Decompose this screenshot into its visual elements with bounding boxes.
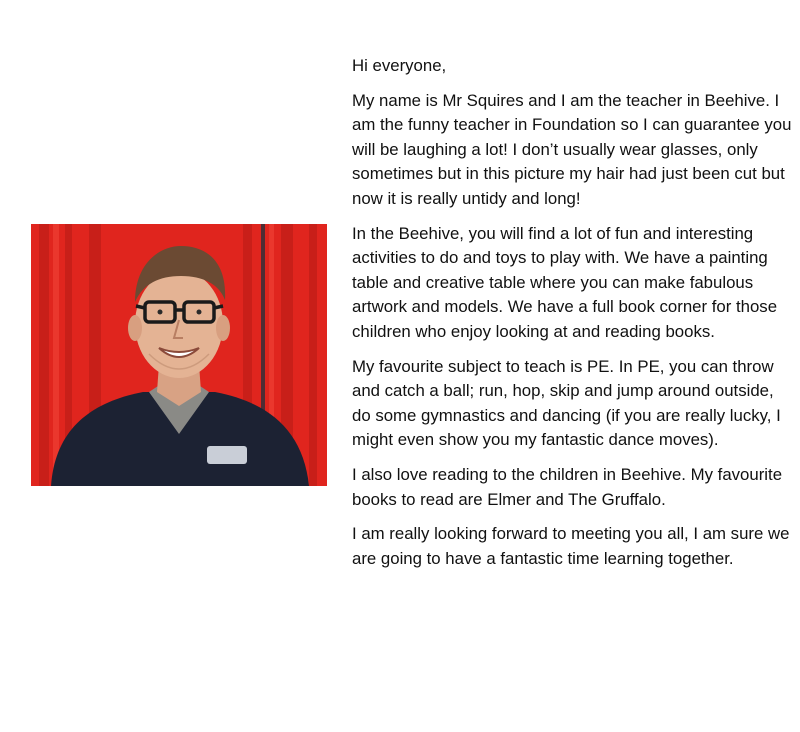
face: [135, 270, 223, 378]
teacher-portrait-illustration: [31, 224, 327, 486]
letter-paragraph-closing: I am really looking forward to meeting you all, I am sure we are going to have a fantastic time learning together.: [352, 524, 790, 568]
letter-greeting: Hi everyone,: [352, 56, 447, 75]
letter-paragraph-favourite-subject: My favourite subject to teach is PE. In PE, you can throw and catch a ball; run, hop, skip and jump around outside, do some gymnastics and dancing (if you are really lucky, I might even show you my fantastic dance moves).: [352, 356, 781, 450]
letter-paragraph-favourite-books: I also love reading to the children in Beehive. My favourite books to read are Elmer and The Gruffalo.: [352, 464, 783, 509]
jacket-logo: [207, 446, 247, 464]
letter-paragraph-beehive-activities: In the Beehive, you will find a lot of fun and interesting activities to do and toys to play with. We have a painting table and creative table where you can make fabulous artwork and models. We have a full book corner for those children who enjoy looking at and reading books.: [352, 223, 778, 341]
letter: [352, 54, 792, 581]
teacher-photo: [31, 224, 327, 486]
letter-paragraph-introduction: My name is Mr Squires and I am the teacher in Beehive. I am the funny teacher in Foundation so I can guarantee you will be laughing a lot! I don’t usually wear glasses, only sometimes but in this picture my hair had just been cut but now it is really untidy and long!: [352, 90, 792, 208]
